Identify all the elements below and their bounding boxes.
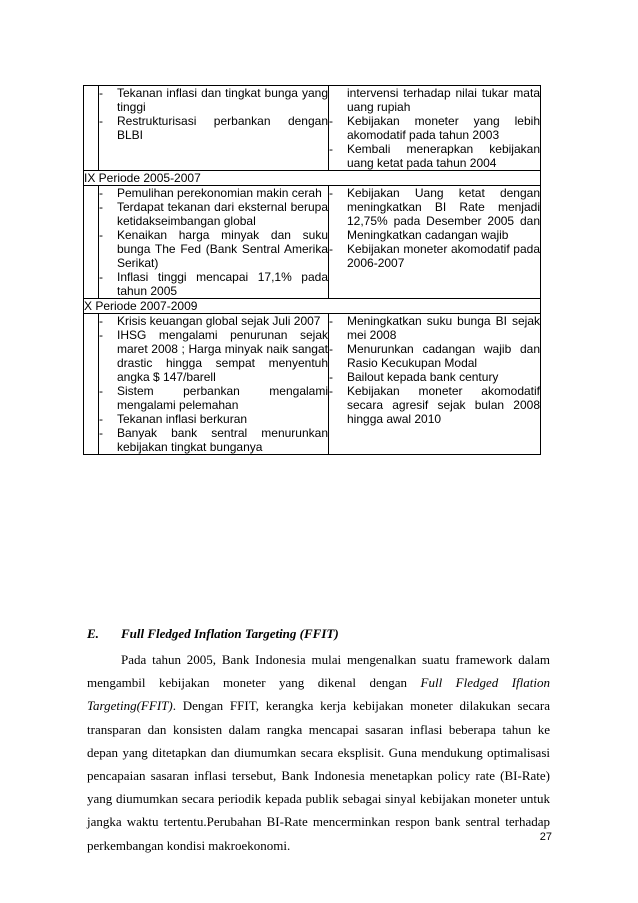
policy-list	[329, 314, 540, 426]
section-letter: E.	[87, 626, 99, 641]
policy-cell	[329, 314, 541, 455]
table-gutter-cell	[84, 186, 99, 299]
table-row	[84, 86, 541, 171]
list-item-text: Bailout kepada bank century	[347, 370, 499, 384]
list-item	[99, 86, 328, 114]
list-item	[329, 186, 540, 242]
conditions-cell	[99, 86, 329, 171]
list-item	[329, 142, 540, 170]
list-item-text: Menurunkan cadangan wajib dan Rasio Kecukupan Modal	[347, 342, 540, 370]
list-item-text: Sistem perbankan mengalami mengalami pelemahan	[117, 384, 328, 412]
bullet-dash: -	[329, 342, 333, 356]
bullet-dash: -	[329, 186, 333, 200]
table-row	[84, 186, 541, 299]
list-item-text: Krisis keuangan global sejak Juli 2007	[117, 314, 321, 328]
conditions-list	[99, 314, 328, 454]
list-item	[329, 242, 540, 270]
bullet-dash: -	[329, 114, 333, 128]
bullet-dash: -	[99, 228, 103, 242]
list-item-text: Restrukturisasi perbankan dengan BLBI	[117, 114, 328, 142]
list-item	[99, 228, 328, 270]
list-item-text: IHSG mengalami penurunan sejak maret 2008 ; Harga minyak naik sangat drastic hingga sempat menyentuh angka $ 147/barell	[117, 328, 328, 384]
conditions-cell	[99, 186, 329, 299]
list-item-text: Banyak bank sentral menurunkan kebijakan tingkat bunganya	[117, 426, 328, 454]
bullet-dash: -	[99, 186, 103, 200]
list-item-text: Kembali menerapkan kebijakan uang ketat pada tahun 2004	[347, 142, 540, 170]
bullet-dash: -	[329, 384, 333, 398]
list-item-text: Kenaikan harga minyak dan suku bunga The Fed (Bank Sentral Amerika Serikat)	[117, 228, 328, 270]
page-number: 27	[539, 831, 552, 843]
bullet-dash: -	[99, 384, 103, 398]
list-item-text: Pemulihan perekonomian makin cerah	[117, 186, 322, 200]
list-item	[99, 384, 328, 412]
list-item-text: Kebijakan moneter akomodatif secara agresif sejak bulan 2008 hingga awal 2010	[347, 384, 540, 426]
paragraph-italic-term: Full Fledged Iflation Targeting(FFIT)	[87, 675, 550, 714]
paragraph-text: Pada tahun 2005, Bank Indonesia mulai mengenalkan suatu framework dalam mengambil kebijakan moneter yang dikenal dengan	[87, 652, 550, 691]
list-item	[99, 412, 328, 426]
list-item	[99, 314, 328, 328]
policy-cell	[329, 86, 541, 171]
list-item-text: Tekanan inflasi dan tingkat bunga yang tinggi	[117, 86, 328, 114]
list-item-text: Terdapat tekanan dari eksternal berupa ketidakseimbangan global	[117, 200, 328, 228]
table-gutter-cell	[84, 314, 99, 455]
section-heading	[87, 626, 339, 642]
policy-cell	[329, 186, 541, 299]
list-item	[99, 114, 328, 142]
conditions-list	[99, 86, 328, 142]
list-item-text: Tekanan inflasi berkuran	[117, 412, 248, 426]
continued-text: intervensi terhadap nilai tukar mata uang rupiah	[347, 86, 540, 114]
bullet-dash: -	[99, 328, 103, 342]
bullet-dash: -	[329, 314, 333, 328]
period-heading: X Periode 2007-2009	[84, 299, 541, 314]
policy-period-table	[83, 85, 541, 455]
list-item	[99, 186, 328, 200]
bullet-dash: -	[329, 370, 333, 384]
list-item	[329, 342, 540, 370]
period-heading-row	[84, 299, 541, 314]
period-heading-row	[84, 171, 541, 186]
table-gutter-cell	[84, 86, 99, 171]
list-item	[99, 200, 328, 228]
paragraph-text: . Dengan FFIT, kerangka kerja kebijakan moneter dilakukan secara transparan dan konsisten dalam rangka mencapai sasaran inflasi beberapa tahun ke depan yang ditetapkan dan diumumkan secara eksplisit. Guna mendukung optimalisasi pencapaian sasaran inflasi tersebut, Bank Indonesia menetapkan policy rate (BI-Rate) yang diumumkan secara periodik kepada publik sebagai sinyal kebijakan moneter untuk jangka waktu tertentu.Perubahan BI-Rate mencerminkan respon bank sentral terhadap perkembangan kondisi makroekonomi.	[87, 698, 550, 853]
bullet-dash: -	[99, 426, 103, 440]
period-heading: IX Periode 2005-2007	[84, 171, 541, 186]
list-item-text: Kebijakan moneter akomodatif pada 2006-2007	[347, 242, 540, 270]
bullet-dash: -	[329, 142, 333, 156]
bullet-dash: -	[99, 314, 103, 328]
bullet-dash: -	[329, 242, 333, 256]
bullet-dash: -	[99, 200, 103, 214]
list-item-text: Inflasi tinggi mencapai 17,1% pada tahun 2005	[117, 270, 328, 298]
list-item	[99, 270, 328, 298]
list-item	[329, 370, 540, 384]
body-paragraph	[87, 648, 550, 857]
bullet-dash: -	[99, 86, 103, 100]
bullet-dash: -	[99, 114, 103, 128]
policy-list	[329, 186, 540, 270]
section-title: Full Fledged Inflation Targeting (FFIT)	[121, 626, 339, 641]
list-item	[99, 426, 328, 454]
list-item-text: Meningkatkan suku bunga BI sejak mei 2008	[347, 314, 540, 342]
table-row	[84, 314, 541, 455]
list-item	[329, 114, 540, 142]
list-item-text: Kebijakan Uang ketat dengan meningkatkan BI Rate menjadi 12,75% pada Desember 2005 dan Meningkatkan cadangan wajib	[347, 186, 540, 242]
conditions-cell	[99, 314, 329, 455]
conditions-list	[99, 186, 328, 298]
policy-list	[329, 114, 540, 170]
list-item-text: Kebijakan moneter yang lebih akomodatif pada tahun 2003	[347, 114, 540, 142]
bullet-dash: -	[99, 412, 103, 426]
list-item	[329, 384, 540, 426]
bullet-dash: -	[99, 270, 103, 284]
list-item	[329, 314, 540, 342]
list-item	[99, 328, 328, 384]
